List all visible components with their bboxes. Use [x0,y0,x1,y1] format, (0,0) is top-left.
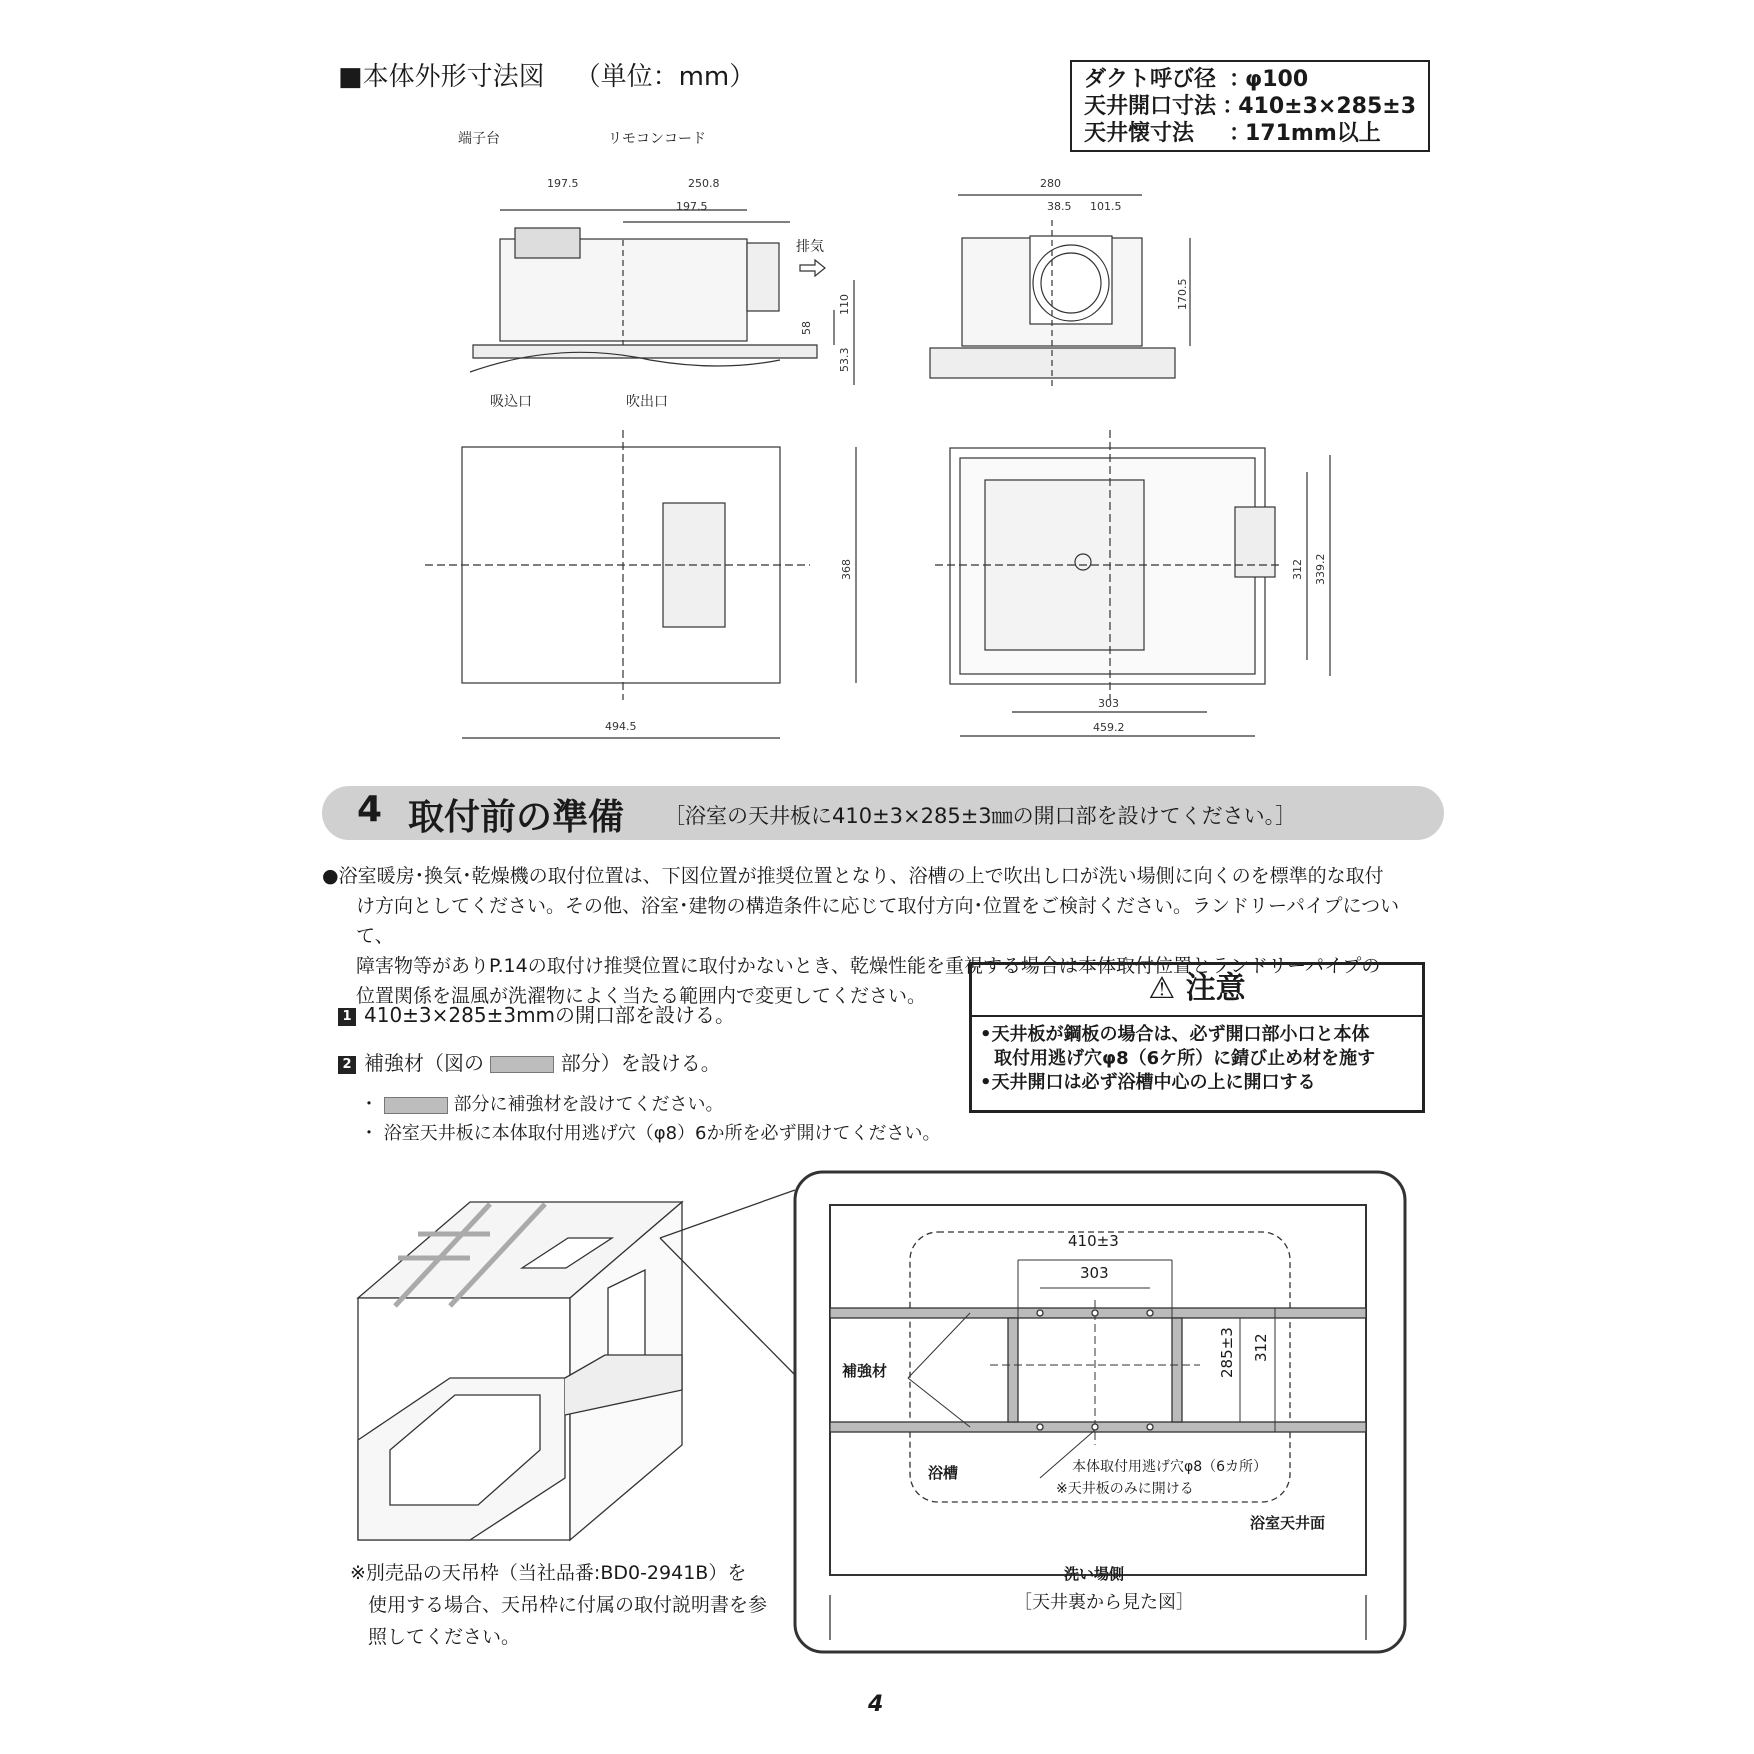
footnote [350,1557,767,1653]
spec-value: 171mm以上 [1245,121,1381,146]
detail-dim-410: 410±3 [1068,1232,1119,1250]
section-number: 4 [357,789,383,830]
dim-label: 53.3 [838,347,851,372]
paragraph-line: ●浴室暖房･換気･乾燥機の取付位置は、下図位置が推奨位置となり、浴槽の上で吹出し口が洗い場側に向くのを標準的な取付 [322,865,1384,887]
hole-note: 本体取付用逃げ穴φ8（6カ所） [1072,1459,1268,1475]
dim-label: 280 [1040,177,1061,190]
dim-label: 368 [840,559,853,580]
mount-hole [1037,1424,1043,1430]
footnote-line: 使用する場合、天吊枠に付属の取付説明書を参 [368,1594,768,1616]
caution-header [972,965,1422,1017]
dim-label: 250.8 [688,177,720,190]
plan-view-port [1235,507,1275,577]
reinforce-label: 補強材 [842,1362,888,1380]
spec-colon: ： [1229,121,1252,146]
dim-label: 38.5 [1047,200,1072,213]
spec-colon: ： [1229,67,1252,92]
note-bullet: ・ [360,1094,378,1115]
spec-key: ダクト呼び径 [1084,67,1217,92]
title-text: ■本体外形寸法図 [338,62,545,92]
caution-title: 注意 [1185,971,1246,1006]
washing-area-label: 洗い場側 [1064,1565,1125,1583]
installation-illustrations [0,1160,1754,1680]
paragraph-line: 位置関係を温風が洗濯物によく当たる範囲内で変更してください。 [356,985,927,1007]
reinforcement-swatch [490,1056,554,1073]
dim-label: 110 [838,294,851,315]
caution-body [972,1017,1422,1101]
reinforcement-beam [1008,1318,1018,1422]
caution-line: •天井開口は必ず浴槽中心の上に開口する [980,1072,1316,1093]
paragraph-line: 障害物等がありP.14の取付け推奨位置に取付かないとき、乾燥性能を重視する場合は本体取付位置とランドリーパイプの [356,955,1381,977]
dim-label: 197.5 [676,200,708,213]
spec-key: 天井開口寸法 [1084,94,1217,119]
bathtub-label: 浴槽 [928,1464,959,1482]
footnote-line: 照してください。 [368,1626,521,1648]
title-unit: （単位：mm） [574,62,756,92]
dim-label: 170.5 [1176,278,1189,310]
dim-label: 197.5 [547,177,579,190]
footnote-line: ※別売品の天吊枠（当社品番:BD0-2941B）を [350,1562,747,1584]
dim-label: 101.5 [1090,200,1122,213]
caution-line: 取付用逃げ穴φ8（6ケ所）に錆び止め材を施す [994,1048,1376,1069]
step-note-2: ・ 浴室天井板に本体取付用逃げ穴（φ8）6か所を必ず開けてください。 [360,1123,941,1144]
spec-colon: ： [1222,94,1245,119]
side-view-panel [473,345,817,358]
dim-label: 339.2 [1314,553,1327,585]
mount-hole [1092,1310,1098,1316]
step-text: 部分）を設ける。 [560,1051,721,1075]
detail-dim-312: 312 [1252,1333,1270,1362]
dim-label: 312 [1291,559,1304,580]
step-number-badge: 1 [338,1008,356,1026]
step-2 [338,1047,721,1076]
ceiling-label: 浴室天井面 [1250,1514,1326,1532]
step-1 [338,999,735,1028]
warning-triangle-icon: ⚠ [1148,971,1176,1006]
detail-caption: ［天井裏から見た図］ [1014,1592,1194,1613]
terminal-label: 端子台 [458,131,500,147]
step-text: 410±3×285±3mmの開口部を設ける。 [364,1003,736,1027]
dim-label: 459.2 [1093,721,1125,734]
section-title: 取付前の準備 [408,797,625,838]
mount-hole [1092,1424,1098,1430]
duct-circle [1033,245,1109,321]
dim-label: 494.5 [605,720,637,733]
spec-key: 天井懐寸法 [1084,121,1195,146]
mount-hole [1147,1310,1153,1316]
step-note-1 [360,1090,723,1116]
exhaust-arrow-icon [800,260,825,276]
spec-value: φ100 [1245,67,1309,92]
outlet-label: 吹出口 [626,394,668,410]
dim-label: 58 [800,321,813,335]
dim-label: 303 [1098,697,1119,710]
remote-cord-label: リモコンコード [608,131,706,147]
step-number-badge: 2 [338,1056,356,1074]
terminal-block [515,228,580,258]
exhaust-port [747,243,779,311]
dimension-drawings [0,0,1754,780]
note-text: 部分に補強材を設けてください。 [453,1094,724,1115]
paragraph-line: け方向としてください。その他、浴室･建物の構造条件に応じて取付方向･位置をご検討ください。ランドリーパイプについて、 [356,895,1400,947]
detail-dim-285: 285±3 [1218,1327,1236,1378]
mount-hole [1147,1424,1153,1430]
caution-line: •天井板が鋼板の場合は、必ず開口部小口と本体 [980,1024,1370,1045]
intake-label: 吸込口 [490,394,532,410]
caution-box [969,962,1425,1113]
reinforcement-swatch [384,1097,448,1114]
detail-dim-303: 303 [1080,1264,1109,1282]
mount-hole [1037,1310,1043,1316]
section-subtitle: ［浴室の天井板に410±3×285±3㎜の開口部を設けてください。］ [664,804,1297,828]
hole-subnote: ※天井板のみに開ける [1056,1481,1194,1497]
page-number: 4 [868,1692,884,1717]
spec-value: 410±3×285±3 [1238,94,1416,119]
step-text: 補強材（図の [364,1051,484,1075]
reinforcement-beam [1172,1318,1182,1422]
exhaust-label: 排気 [796,239,824,255]
